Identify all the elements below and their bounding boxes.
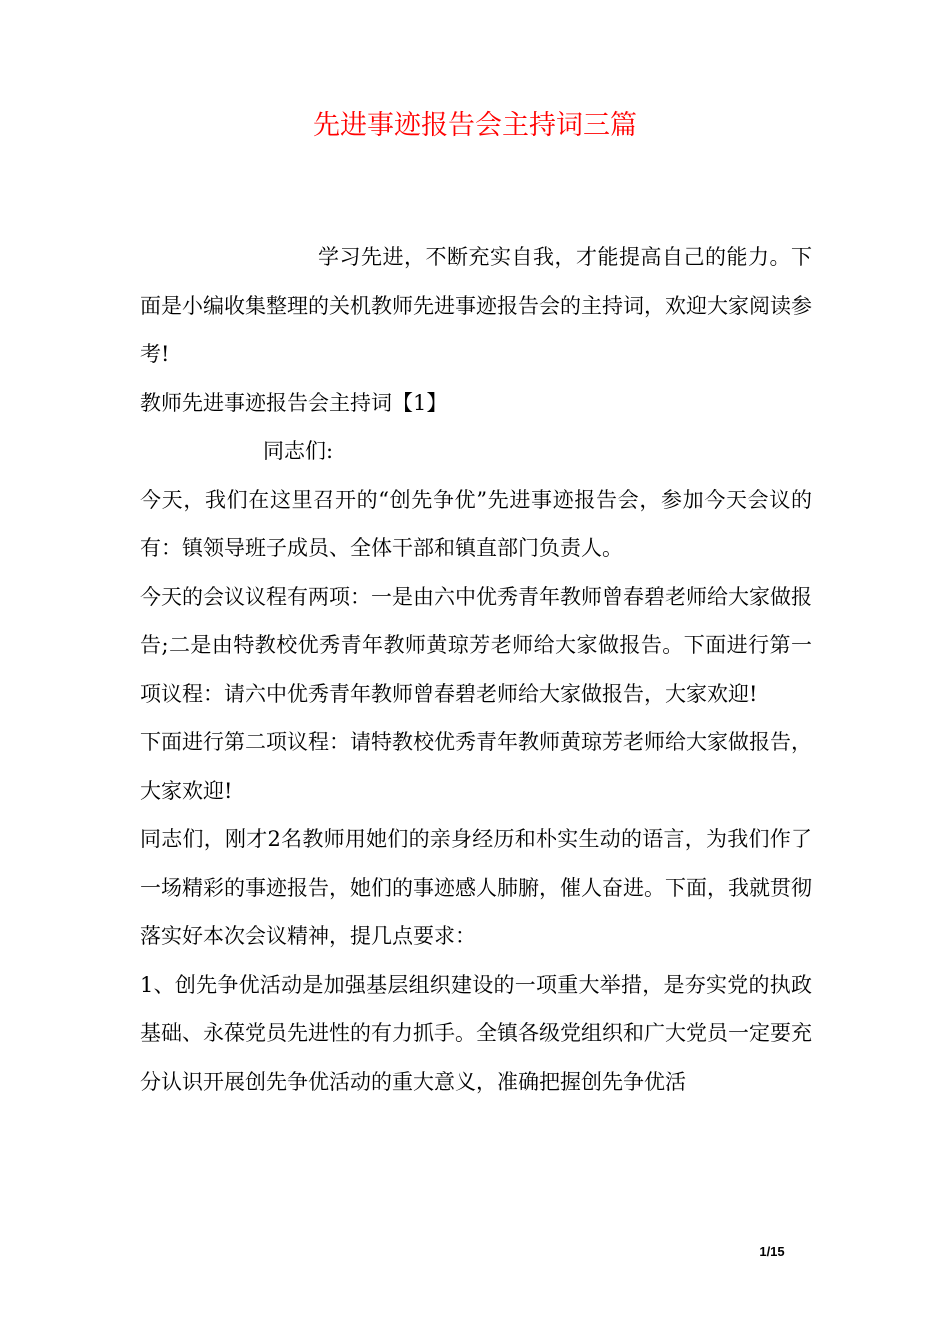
document-title: 先进事迹报告会主持词三篇 <box>313 110 637 141</box>
body-paragraph: 今天的会议议程有两项：一是由六中优秀青年教师曾春碧老师给大家做报告;二是由特教校优秀青年教师黄琼芳老师给大家做报告。下面进行第一项议程：请六中优秀青年教师曾春碧老师给大家做报告，大家欢迎! <box>140 584 812 706</box>
body-paragraph: 1、创先争优活动是加强基层组织建设的一项重大举措，是夯实党的执政基础、永葆党员先进性的有力抓手。全镇各级党组织和广大党员一定要充分认识开展创先争优活动的重大意义，准确把握创先争优活 <box>140 972 812 1094</box>
body-paragraph: 今天，我们在这里召开的“创先争优”先进事迹报告会，参加今天会议的有：镇领导班子成员、全体干部和镇直部门负责人。 <box>140 487 812 560</box>
page-number: 1/15 <box>759 1244 785 1259</box>
body-paragraph: 同志们，刚才2名教师用她们的亲身经历和朴实生动的语言，为我们作了一场精彩的事迹报告，她们的事迹感人肺腑，催人奋进。下面，我就贯彻落实好本次会议精神，提几点要求： <box>140 827 812 948</box>
document-body <box>140 233 812 1106</box>
salutation: 同志们: <box>263 439 334 463</box>
section-heading: 教师先进事迹报告会主持词【1】 <box>140 390 448 415</box>
body-paragraph: 下面进行第二项议程：请特教校优秀青年教师黄琼芳老师给大家做报告，大家欢迎! <box>140 730 812 803</box>
intro-paragraph: 学习先进，不断充实自我，才能提高自己的能力。下面是小编收集整理的关机教师先进事迹报告会的主持词，欢迎大家阅读参考! <box>140 245 812 366</box>
